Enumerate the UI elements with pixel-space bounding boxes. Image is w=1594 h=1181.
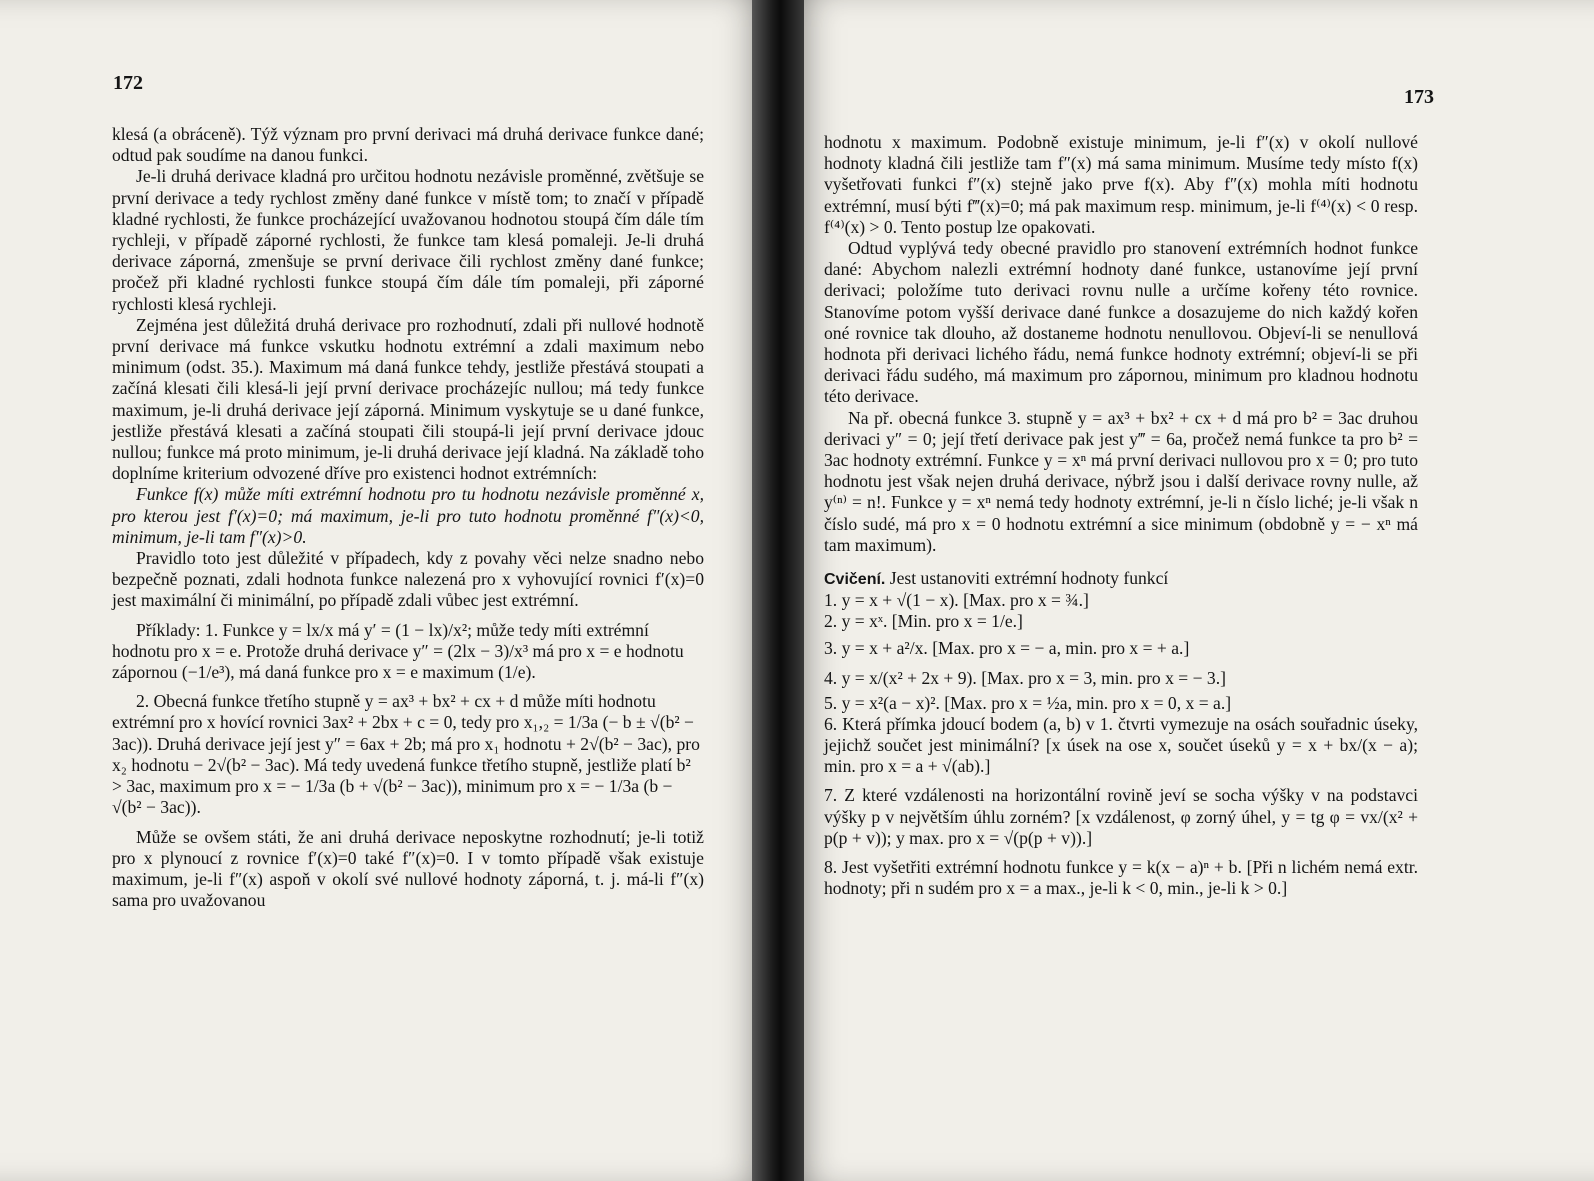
exercises-header: [824, 568, 1418, 590]
exercise-item: 2. y = xˣ. [Min. pro x = 1/e.]: [824, 611, 1023, 632]
exercise-item: 3. y = x + a²/x. [Max. pro x = − a, min. pro x = + a.]: [824, 637, 1190, 658]
paragraph: Na př. obecná funkce 3. stupně y = ax³ + bx² + cx + d má pro b² = 3ac druhou derivaci y″ = 0; její třetí derivace pak jest y‴ = 6a, pročež nemá funkce ta pro b² = 3ac hodnoty extrémní. Funkce y = xⁿ má první derivaci nullovou pro x = 0; pro tuto hodnotu jest však nejen druhá derivace, nýbrž jsou i další derivace rovny nulle, až y⁽ⁿ⁾ = n!. Funkce y = xⁿ nemá tedy hodnoty extrémní, je-li n číslo liché; je-li však n číslo sudé, má pro x = 0 hodnotu extrémní a sice minimum (obdobně y = − xⁿ má tam maximum).: [824, 407, 1418, 555]
exercises-heading: Cvičení.: [824, 571, 886, 589]
exercise-item: 6. Která přímka jdoucí bodem (a, b) v 1. čtvrti vymezuje na osách souřadnic úseky, jejichž součet jest minimální? [x úsek na ose x, součet úseků y = x + bx/(x − a); min. pro x = a + √(ab).]: [824, 713, 1418, 777]
rule-statement: Funkce f(x) může míti extrémní hodnotu pro tu hodnotu nezávisle proměnné x, pro kterou jest f′(x)=0; má maximum, je-li pro tuto hodnotu proměnné f″(x)<0, minimum, je-li tam f″(x)>0.: [112, 484, 704, 547]
exercises-intro: Jest ustanoviti extrémní hodnoty funkcí: [889, 568, 1169, 589]
exercise-item: 1. y = x + √(1 − x). [Max. pro x = ¾.]: [824, 590, 1089, 611]
paragraph: hodnotu x maximum. Podobně existuje minimum, je-li f″(x) v okolí nullové hodnoty kladná čili jestliže tam f″(x) má sama minimum. Musíme tedy místo f(x) vyšetřovati funkci f″(x) stejně jako prve f(x). Aby f″(x) mohla míti hodnotu extrémní, musí býti f‴(x)=0; má pak maximum resp. minimum, je-li f⁽⁴⁾(x) < 0 resp. f⁽⁴⁾(x) > 0. Tento postup lze opakovati.: [824, 132, 1418, 237]
book-gutter: [752, 0, 804, 1181]
general-rule-paragraph: Odtud vyplývá tedy obecné pravidlo pro stanovení extrémních hodnot funkce dané: Abychom nalezli extrémní hodnoty dané funkce, ustanovíme její první derivaci; položíme tuto derivaci rovnu nulle a určíme kořeny této rovnice. Stanovíme potom vyšší derivace dané funkce a dosazujeme do nich každý kořen oné rovnice tak dlouho, až dostaneme hodnotu nenullovou. Objeví-li se nenullová hodnota při derivaci lichého řádu, nemá funkce hodnoty extrémní; objeví-li se při derivaci řádu sudého, má maximum pro zápornou, minimum pro kladnou hodnotu této derivace.: [824, 238, 1418, 407]
right-page-number: 173: [1404, 86, 1434, 108]
paragraph: Může se ovšem státi, že ani druhá derivace neposkytne rozhodnutí; je-li totiž pro x plynoucí z rovnice f′(x)=0 také f″(x)=0. I v tomto případě však existuje maximum, je-li f″(x) aspoň v okolí své nullové hodnoty záporná, t. j. má-li f″(x) sama pro uvažovanou: [112, 826, 704, 911]
example-1: Příklady: 1. Funkce y = lx/x má y′ = (1 − lx)/x²; může tedy míti extrémní hodnotu pro x = e. Protože druhá derivace y″ = (2lx − 3)/x³ má pro x = e hodnotu zápornou (−1/e³), má daná funkce pro x = e maximum (1/e).: [112, 619, 684, 683]
right-page-text: [824, 132, 1418, 900]
exercise-item: 4. y = x/(x² + 2x + 9). [Max. pro x = 3, min. pro x = − 3.]: [824, 667, 1226, 688]
exercise-item: 5. y = x²(a − x)². [Max. pro x = ½a, min. pro x = 0, x = a.]: [824, 692, 1232, 713]
paragraph: klesá (a obráceně). Týž význam pro první derivaci má druhá derivace funkce dané; odtud pak soudíme na danou funkci.: [112, 124, 704, 166]
paragraph: Je-li druhá derivace kladná pro určitou hodnotu nezávisle proměnné, zvětšuje se první derivace a tedy rychlost změny dané funkce v místě tom; to značí v případě kladné rychlosti, že funkce procházející uvažovanou hodnotou stoupá čím dále tím rychleji, v případě záporné rychlosti, že funkce tam klesá pomaleji. Je-li druhá derivace záporná, zmenšuje se první derivace čili rychlost změny dané funkce; pročež při kladné rychlosti funkce stoupá čím dále tím pomaleji, při záporné rychlosti klesá rychleji.: [112, 166, 704, 314]
exercise-item: 7. Z které vzdálenosti na horizontální rovině jeví se socha výšky v na podstavci výšky p v největším úhlu zorném? [x vzdálenost, φ zorný úhel, y = tg φ = vx/(x² + p(p + v)); y max. pro x = √(p(p + v)).]: [824, 785, 1418, 848]
paragraph: Zejména jest důležitá druhá derivace pro rozhodnutí, zdali při nullové hodnotě první derivace má funkce vskutku hodnotu extrémní a zdali maximum nebo minimum (odst. 35.). Maximum má daná funkce tehdy, jestliže přestává stoupati a začíná klesati čili klesá-li její první derivace procházejíc nullou; má tedy funkce maximum, je-li druhá derivace její záporná. Minimum vyskytuje se u dané funkce, jestliže přestává klesati a začíná stoupati čili stoupá-li její první derivace jdouc nullou; funkce má proto minimum, je-li druhá derivace její kladná. Na základě toho doplníme kriterium odvozené dříve pro existenci hodnot extrémních:: [112, 314, 704, 484]
left-page-text: [112, 124, 704, 911]
exercise-item: 8. Jest vyšetřiti extrémní hodnotu funkce y = k(x − a)ⁿ + b. [Při n lichém nemá extr. hodnoty; při n sudém pro x = a max., je-li k < 0, min., je-li k > 0.]: [824, 857, 1418, 899]
left-page-number: 172: [113, 72, 143, 94]
example-2: 2. Obecná funkce třetího stupně y = ax³ + bx² + cx + d může míti hodnotu extrémní pro x hovící rovnici 3ax² + 2bx + c = 0, tedy pro x₁,₂ = 1/3a (− b ± √(b² − 3ac)). Druhá derivace její jest y″ = 6ax + 2b; má pro x₁ hodnotu + 2√(b² − 3ac), pro x₂ hodnotu − 2√(b² − 3ac). Má tedy uvedená funkce třetího stupně, jestliže platí b² > 3ac, maximum pro x = − 1/3a (b + √(b² − 3ac)), minimum pro x = − 1/3a (b − √(b² − 3ac)).: [112, 691, 700, 818]
paragraph: Pravidlo toto jest důležité v případech, kdy z povahy věci nelze snadno nebo bezpečně poznati, zdali hodnota funkce nalezená pro x vyhovující rovnici f′(x)=0 jest maximální či minimální, po případě zdali vůbec jest extrémní.: [112, 548, 704, 611]
